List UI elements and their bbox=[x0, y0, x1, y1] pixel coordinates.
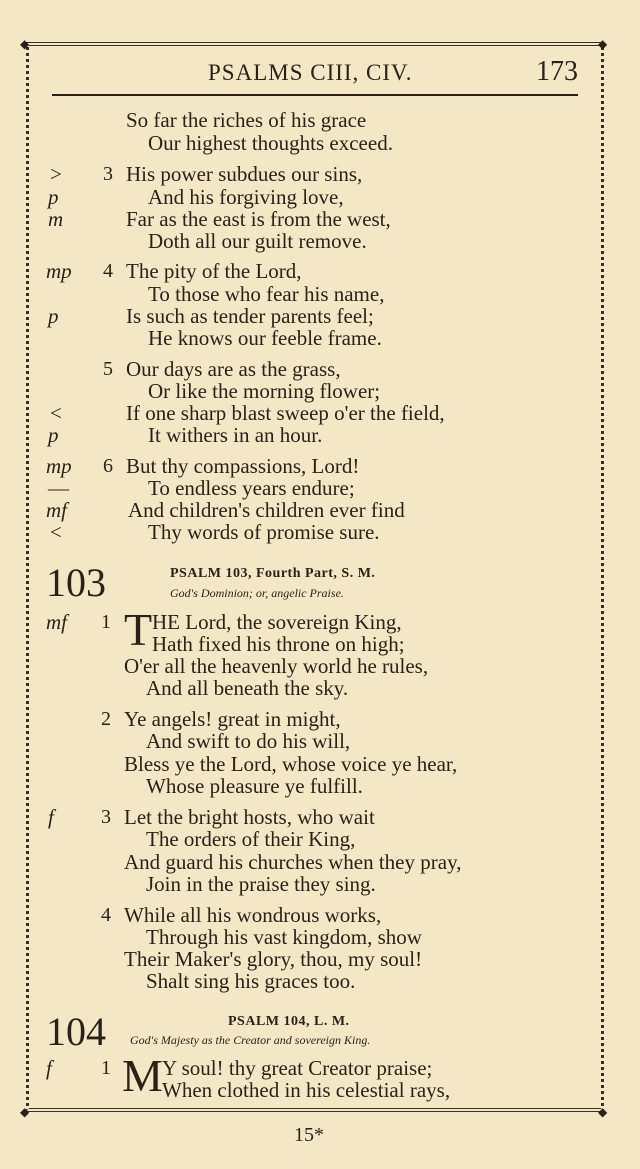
dynamic-mark: f bbox=[48, 805, 54, 829]
verse-number: 1 bbox=[101, 1057, 111, 1079]
verse-line: Thy words of promise sure. bbox=[148, 520, 380, 544]
verse-line: His power subdues our sins, bbox=[126, 162, 363, 186]
verse-line: Our days are as the grass, bbox=[126, 357, 341, 381]
dynamic-mark: mf bbox=[46, 498, 67, 522]
dynamic-mark: < bbox=[50, 520, 62, 544]
verse-line: Whose pleasure ye fulfill. bbox=[146, 774, 363, 798]
dynamic-mark: f bbox=[46, 1056, 52, 1080]
verse-line: Join in the praise they sing. bbox=[146, 872, 376, 896]
verse-line: And his forgiving love, bbox=[148, 185, 344, 209]
page-header bbox=[52, 56, 578, 96]
dynamic-mark: p bbox=[48, 304, 59, 328]
corner-ornament-icon: ◆ bbox=[598, 37, 608, 51]
verse-number: 6 bbox=[103, 455, 113, 477]
psalm-subtitle: God's Majesty as the Creator and sovereign King. bbox=[130, 1033, 371, 1047]
verse-line: It withers in an hour. bbox=[148, 423, 323, 447]
corner-ornament-icon: ◆ bbox=[598, 1105, 608, 1119]
dynamic-mark: — bbox=[48, 476, 69, 500]
verse-line: Is such as tender parents feel; bbox=[126, 304, 374, 328]
verse-line: Or like the morning flower; bbox=[148, 379, 381, 403]
verse-line: Hath fixed his throne on high; bbox=[152, 632, 405, 656]
verse-number: 1 bbox=[101, 611, 111, 633]
verse-line: To those who fear his name, bbox=[148, 282, 385, 306]
hymn-number: 103 bbox=[46, 560, 106, 605]
verse-line: HE Lord, the sovereign King, bbox=[152, 610, 402, 634]
corner-ornament-icon: ◆ bbox=[20, 37, 30, 51]
dynamic-mark: mf bbox=[46, 610, 67, 634]
psalm-title: PSALM 104, L. M. bbox=[228, 1014, 350, 1029]
verse-line: And swift to do his will, bbox=[146, 729, 351, 753]
page-number: 173 bbox=[536, 56, 578, 87]
psalm-subtitle: God's Dominion; or, angelic Praise. bbox=[170, 586, 344, 600]
verse-line: Our highest thoughts exceed. bbox=[148, 131, 393, 155]
verse-line: While all his wondrous works, bbox=[124, 903, 382, 927]
verse-line: Ye angels! great in might, bbox=[124, 707, 341, 731]
verse-line: And all beneath the sky. bbox=[146, 676, 349, 700]
dynamic-mark: > bbox=[50, 162, 62, 186]
verse-number: 3 bbox=[103, 163, 113, 185]
verse-number: 2 bbox=[101, 708, 111, 730]
dynamic-mark: m bbox=[48, 207, 64, 231]
verse-number: 4 bbox=[103, 260, 113, 282]
dynamic-mark: < bbox=[50, 401, 62, 425]
running-head: PSALMS CIII, CIV. bbox=[208, 60, 413, 85]
signature-mark: 15* bbox=[294, 1124, 324, 1146]
verse-line: Bless ye the Lord, whose voice ye hear, bbox=[124, 752, 458, 776]
corner-ornament-icon: ◆ bbox=[20, 1105, 30, 1119]
verse-line: Shalt sing his graces too. bbox=[146, 969, 356, 993]
verse-line: So far the riches of his grace bbox=[126, 108, 367, 132]
hymn-number: 104 bbox=[46, 1009, 106, 1054]
verse-line: And children's children ever find bbox=[128, 498, 405, 522]
drop-cap: T bbox=[124, 604, 153, 655]
verse-line: Doth all our guilt remove. bbox=[148, 229, 367, 253]
verse-line: Let the bright hosts, who wait bbox=[124, 805, 375, 829]
drop-cap: M bbox=[122, 1050, 163, 1101]
verse-line: He knows our feeble frame. bbox=[148, 326, 382, 350]
verse-line: And guard his churches when they pray, bbox=[124, 850, 462, 874]
dynamic-mark: p bbox=[48, 185, 59, 209]
verse-line: When clothed in his celestial rays, bbox=[162, 1078, 451, 1102]
psalm-title: PSALM 103, Fourth Part, S. M. bbox=[170, 566, 376, 581]
verse-line: The orders of their King, bbox=[146, 827, 356, 851]
verse-number: 4 bbox=[101, 904, 111, 926]
dynamic-mark: mp bbox=[46, 259, 72, 283]
verse-line: If one sharp blast sweep o'er the field, bbox=[126, 401, 445, 425]
dynamic-mark: mp bbox=[46, 454, 72, 478]
verse-line: To endless years endure; bbox=[148, 476, 355, 500]
verse-line: Through his vast kingdom, show bbox=[146, 925, 422, 949]
verse-line: Y soul! thy great Creator praise; bbox=[162, 1056, 433, 1080]
verse-line: But thy compassions, Lord! bbox=[126, 454, 360, 478]
dynamic-mark: p bbox=[48, 423, 59, 447]
verse-line: Far as the east is from the west, bbox=[126, 207, 391, 231]
verse-number: 5 bbox=[103, 358, 113, 380]
verse-line: Their Maker's glory, thou, my soul! bbox=[124, 947, 423, 971]
verse-line: O'er all the heavenly world he rules, bbox=[124, 654, 429, 678]
verse-number: 3 bbox=[101, 806, 111, 828]
verse-line: The pity of the Lord, bbox=[126, 259, 302, 283]
